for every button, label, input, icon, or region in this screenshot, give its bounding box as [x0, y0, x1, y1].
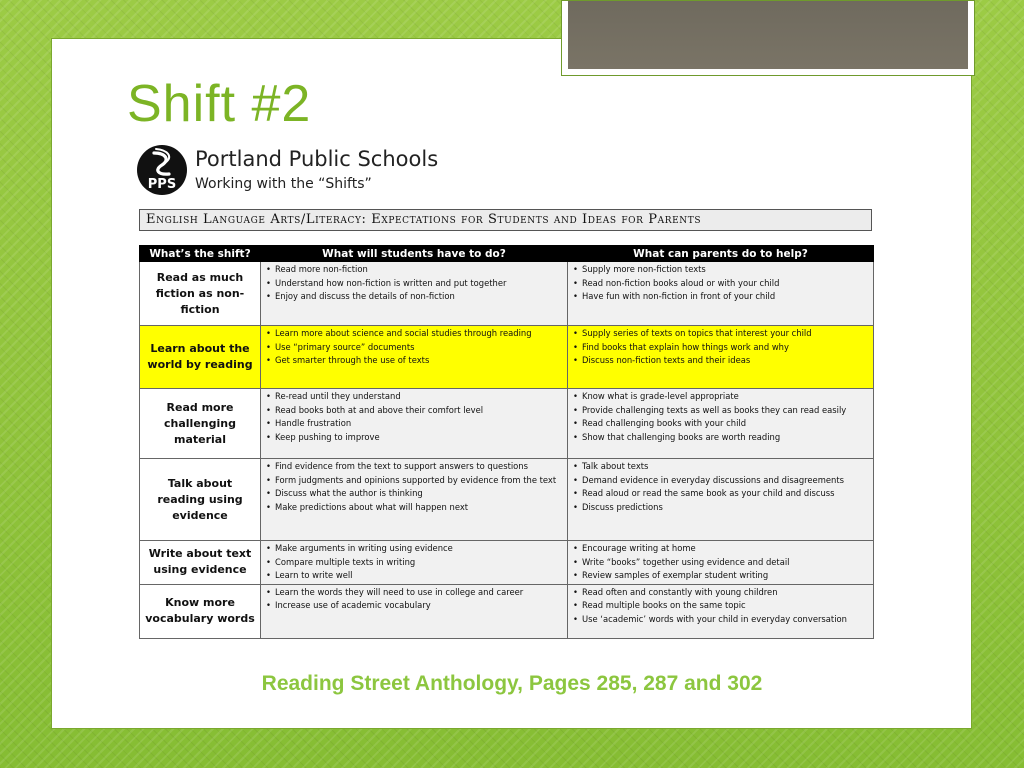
- section-title: English Language Arts/Literacy: Expectations for Students and Ideas for Parents: [139, 209, 872, 231]
- list-item: • Make arguments in writing using evidence: [275, 542, 564, 556]
- list-item: • Supply series of texts on topics that interest your child: [582, 327, 870, 341]
- list-item: • Supply more non-fiction texts: [582, 263, 870, 277]
- list-item: • Learn the words they will need to use in college and career: [275, 586, 564, 600]
- document-subtitle: Working with the “Shifts”: [195, 176, 372, 192]
- students-cell: [261, 584, 568, 638]
- list-item: • Re-read until they understand: [275, 390, 564, 404]
- table-header-row: [140, 246, 874, 262]
- list-item: • Discuss predictions: [582, 501, 870, 515]
- table-row: [140, 584, 874, 638]
- list-item: • Read often and constantly with young children: [582, 586, 870, 600]
- list-item: • Enjoy and discuss the details of non-fiction: [275, 290, 564, 304]
- list-item: • Provide challenging texts as well as books they can read easily: [582, 404, 870, 418]
- list-item: • Increase use of academic vocabulary: [275, 599, 564, 613]
- list-item: • Compare multiple texts in writing: [275, 556, 564, 570]
- table-row: [140, 262, 874, 326]
- list-item: • Encourage writing at home: [582, 542, 870, 556]
- list-item: • Read books both at and above their comfort level: [275, 404, 564, 418]
- list-item: • Know what is grade-level appropriate: [582, 390, 870, 404]
- column-header-students: What will students have to do?: [261, 246, 568, 262]
- list-item: • Read non-fiction books aloud or with your child: [582, 277, 870, 291]
- list-item: • Keep pushing to improve: [275, 431, 564, 445]
- list-item: • Find evidence from the text to support answers to questions: [275, 460, 564, 474]
- list-item: • Read aloud or read the same book as your child and discuss: [582, 487, 870, 501]
- list-item: • Learn to write well: [275, 569, 564, 583]
- logo-text: PPS: [147, 177, 177, 192]
- list-item: • Make predictions about what will happen next: [275, 501, 564, 515]
- list-item: • Read challenging books with your child: [582, 417, 870, 431]
- students-cell: [261, 459, 568, 541]
- list-item: • Discuss what the author is thinking: [275, 487, 564, 501]
- slide-title: Shift #2: [127, 75, 312, 133]
- column-header-shift: What’s the shift?: [140, 246, 261, 262]
- table-row: [140, 541, 874, 585]
- list-item: • Review samples of exemplar student writing: [582, 569, 870, 583]
- embedded-document: [136, 142, 876, 642]
- list-item: • Understand how non-fiction is written and put together: [275, 277, 564, 291]
- decorative-photo: [568, 1, 968, 69]
- parents-cell: [568, 326, 874, 389]
- students-cell: [261, 326, 568, 389]
- shift-cell: Read more challenging material: [140, 389, 261, 459]
- list-item: • Find books that explain how things work and why: [582, 341, 870, 355]
- shift-cell: Read as much fiction as non-fiction: [140, 262, 261, 326]
- table-row: [140, 389, 874, 459]
- shift-cell: Know more vocabulary words: [140, 584, 261, 638]
- list-item: • Show that challenging books are worth reading: [582, 431, 870, 445]
- list-item: • Use “primary source” documents: [275, 341, 564, 355]
- column-header-parents: What can parents do to help?: [568, 246, 874, 262]
- list-item: • Handle frustration: [275, 417, 564, 431]
- list-item: • Have fun with non-fiction in front of your child: [582, 290, 870, 304]
- students-cell: [261, 541, 568, 585]
- shifts-table: [139, 245, 874, 639]
- list-item: • Form judgments and opinions supported by evidence from the text: [275, 474, 564, 488]
- org-name: Portland Public Schools: [195, 147, 439, 171]
- parents-cell: [568, 459, 874, 541]
- list-item: • Read more non-fiction: [275, 263, 564, 277]
- parents-cell: [568, 584, 874, 638]
- parents-cell: [568, 389, 874, 459]
- shift-cell: Talk about reading using evidence: [140, 459, 261, 541]
- list-item: • Get smarter through the use of texts: [275, 354, 564, 368]
- list-item: • Use ‘academic’ words with your child in everyday conversation: [582, 613, 870, 627]
- table-row: [140, 326, 874, 389]
- list-item: • Talk about texts: [582, 460, 870, 474]
- list-item: • Learn more about science and social studies through reading: [275, 327, 564, 341]
- photo-frame: [561, 0, 975, 76]
- list-item: • Read multiple books on the same topic: [582, 599, 870, 613]
- slide-footer-citation: Reading Street Anthology, Pages 285, 287 and 302: [261, 672, 763, 695]
- list-item: • Discuss non-fiction texts and their ideas: [582, 354, 870, 368]
- list-item: • Write “books” together using evidence and detail: [582, 556, 870, 570]
- parents-cell: [568, 541, 874, 585]
- students-cell: [261, 262, 568, 326]
- shift-cell: Learn about the world by reading: [140, 326, 261, 389]
- pps-logo-icon: [136, 144, 188, 196]
- list-item: • Demand evidence in everyday discussions and disagreements: [582, 474, 870, 488]
- students-cell: [261, 389, 568, 459]
- parents-cell: [568, 262, 874, 326]
- table-row: [140, 459, 874, 541]
- shift-cell: Write about text using evidence: [140, 541, 261, 585]
